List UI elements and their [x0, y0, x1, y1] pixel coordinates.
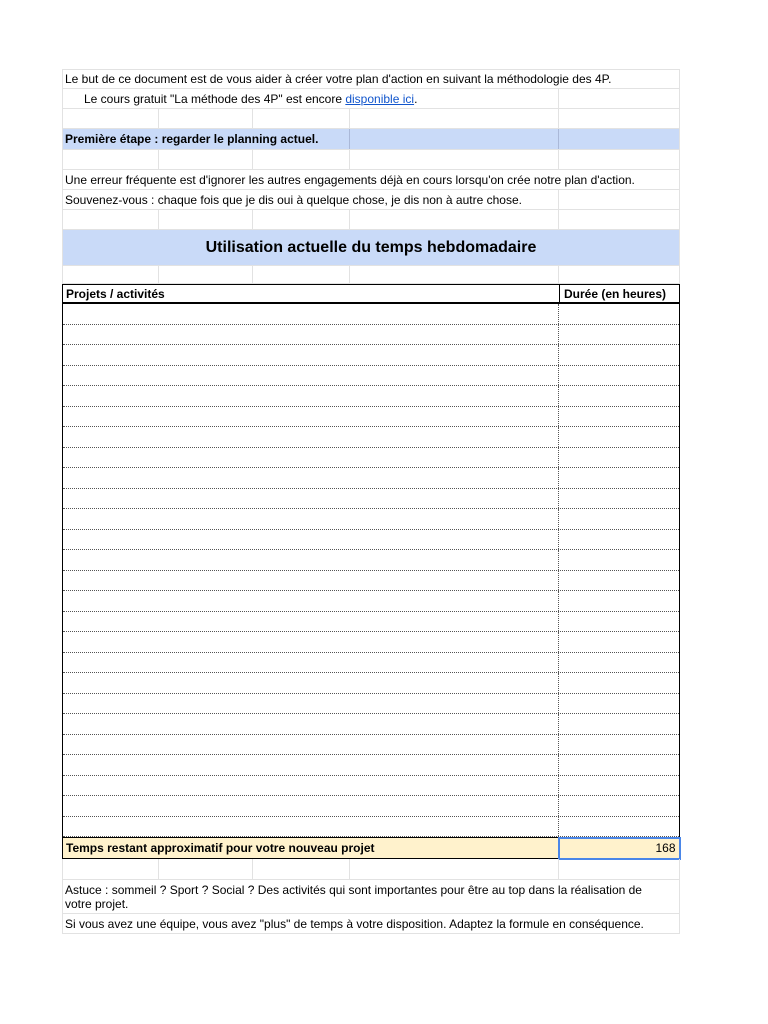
table-row[interactable] — [63, 714, 679, 735]
empty-row — [62, 266, 680, 284]
step-heading: Première étape : regarder le planning actuel. — [65, 132, 319, 146]
table-row[interactable] — [63, 427, 679, 448]
empty-row — [62, 150, 680, 170]
table-row[interactable] — [63, 591, 679, 612]
table-row[interactable] — [63, 817, 679, 838]
total-label: Temps restant approximatif pour votre nouveau projet — [66, 841, 375, 855]
course-text — [84, 92, 676, 106]
error-note: Une erreur fréquente est d'ignorer les autres engagements déjà en cours lorsqu'on crée notre plan d'action. — [65, 172, 635, 187]
table-row[interactable] — [63, 325, 679, 346]
table-row[interactable] — [63, 755, 679, 776]
table-row[interactable] — [63, 632, 679, 653]
table-row[interactable] — [63, 345, 679, 366]
table-row[interactable] — [63, 776, 679, 797]
table-row[interactable] — [63, 448, 679, 469]
step-heading-row — [62, 129, 680, 150]
intro-row-1 — [62, 69, 680, 89]
table-row[interactable] — [63, 530, 679, 551]
table-row[interactable] — [63, 694, 679, 715]
empty-row — [62, 109, 680, 129]
table-body — [62, 304, 680, 837]
intro-row-2 — [62, 89, 680, 109]
note-row-remember — [62, 190, 680, 210]
empty-row — [62, 210, 680, 230]
intro-text: Le but de ce document est de vous aider à créer votre plan d'action en suivant la méthodologie des 4P. — [65, 72, 612, 86]
table-header — [62, 284, 680, 304]
total-row — [62, 837, 680, 859]
table-row[interactable] — [63, 550, 679, 571]
table-row[interactable] — [63, 612, 679, 633]
remember-note: Souvenez-vous : chaque fois que je dis oui à quelque chose, je dis non à autre chose. — [65, 192, 522, 207]
tip-sleep-sport-social: Astuce : sommeil ? Sport ? Social ? Des activités qui sont importantes pour être au top dans la réalisation de votre projet. — [65, 883, 642, 911]
empty-row — [62, 859, 680, 880]
spreadsheet — [62, 69, 680, 934]
table-row[interactable] — [63, 653, 679, 674]
col-header-activities: Projets / activités — [66, 286, 165, 301]
table-row[interactable] — [63, 366, 679, 387]
table-row[interactable] — [63, 468, 679, 489]
total-value: 168 — [655, 841, 676, 855]
table-row[interactable] — [63, 407, 679, 428]
tip-row-1 — [62, 880, 680, 914]
section-title: Utilisation actuelle du temps hebdomadaire — [205, 238, 537, 256]
tip-team: Si vous avez une équipe, vous avez "plus" de temps à votre disposition. Adaptez la formule en conséquence. — [65, 916, 644, 931]
table-row[interactable] — [63, 509, 679, 530]
course-link[interactable]: disponible ici — [345, 91, 415, 106]
tip-row-2 — [62, 914, 680, 934]
activity-table — [62, 284, 680, 859]
table-row[interactable] — [63, 489, 679, 510]
table-row[interactable] — [63, 304, 679, 325]
course-text-prefix: Le cours gratuit "La méthode des 4P" est encore — [84, 91, 346, 106]
col-header-duration: Durée (en heures) — [564, 286, 667, 301]
table-row[interactable] — [63, 386, 679, 407]
table-row[interactable] — [63, 571, 679, 592]
section-title-row — [62, 230, 680, 266]
table-row[interactable] — [63, 735, 679, 756]
course-text-suffix: . — [414, 91, 418, 106]
note-row-error — [62, 170, 680, 190]
total-value-cell[interactable] — [558, 837, 681, 860]
table-row[interactable] — [63, 796, 679, 817]
table-row[interactable] — [63, 673, 679, 694]
